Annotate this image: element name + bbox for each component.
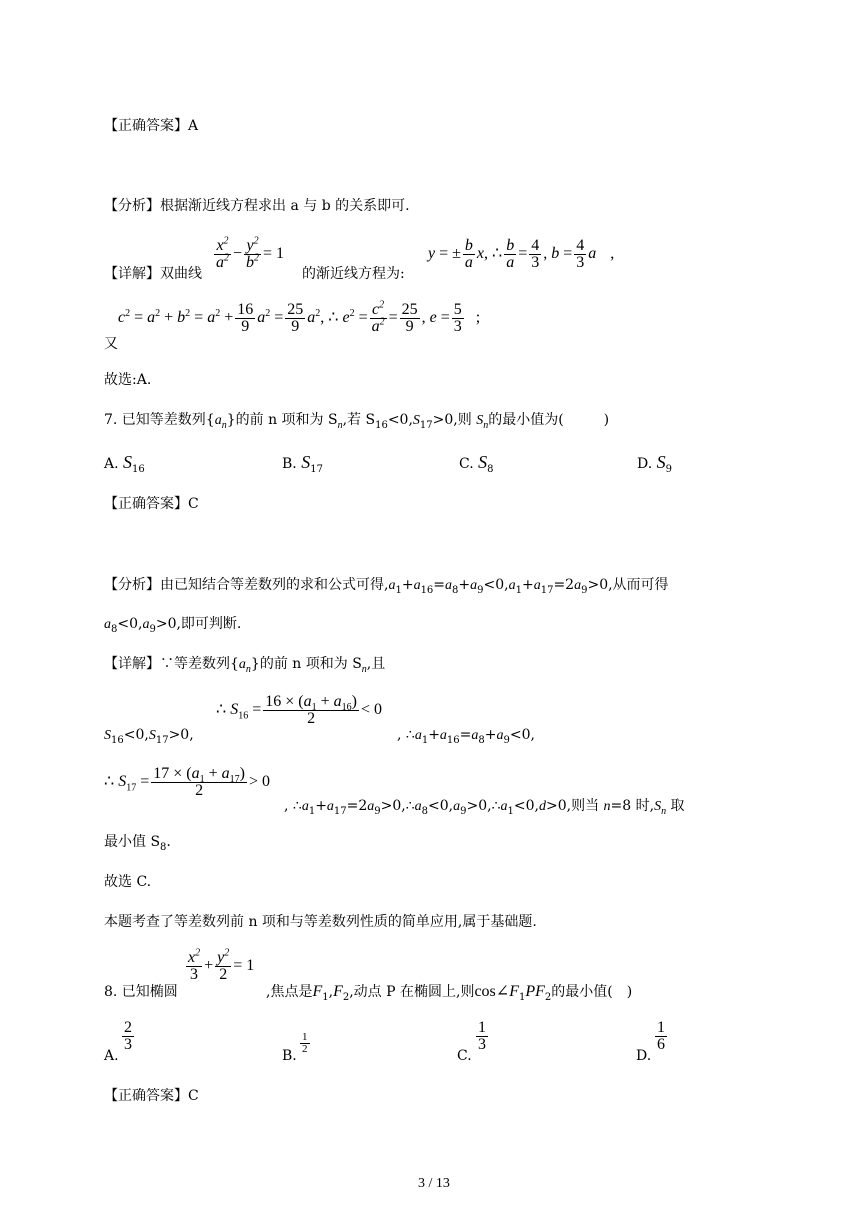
- q7-s16-s17: $S_{16}<0,S_{17}>0$,: [104, 727, 194, 746]
- q7-option-c: C. $S_8$: [459, 452, 494, 475]
- q7-summary: 本题考查了等差数列前 n 项和与等差数列性质的简单应用,属于基础题.: [104, 914, 537, 930]
- q7-sum-2: , $\therefore a_1+a_{17}=2a_9>0,\therefore a_8<0,a_9>0,\therefore a_1<0,d>0$,则当 n=8 时$,S_n$ 取: [284, 798, 685, 817]
- q8-option-a: $\frac{2}{3}$: [124, 1019, 132, 1053]
- hyperbola-equation: $\frac{x^2}{a^2}$ − $\frac{y^2}{b^2}$ = 1: [216, 235, 285, 271]
- q7-stem-cond: ,若 S: [342, 412, 376, 428]
- q7-option-a: A. $S_{16}$: [104, 452, 145, 475]
- q8-option-d: $\frac{1}{6}$: [657, 1019, 665, 1053]
- q8-stem-rest: ,焦点是$F_1,F_2$,动点 P 在椭圆上,则$\cos\angle F_1PF_2$的最小值( ): [266, 983, 633, 1003]
- s16-formula: ∴ $S_{16}$ = $\frac{16 \times (a_1 + a_{16})}{2}$ < 0: [216, 693, 382, 727]
- q7-stem: 7. 已知等差数列$\{a_n\}$的前 n 项和为 $S_n$,若 $S_{16}<0,S_{17}>0$,则 $S_n$的最小值为( ): [104, 412, 610, 431]
- q7-stem-end: 的最小值为(: [488, 412, 564, 428]
- q6-detail-label: 【详解】双曲线: [104, 266, 202, 282]
- q6-analysis: 【分析】根据渐近线方程求出 a 与 b 的关系即可.: [104, 198, 410, 214]
- q7-min: 最小值 $S_8$.: [104, 834, 171, 853]
- q7-option-b: B. $S_{17}$: [282, 452, 323, 475]
- page-number: 3 / 13: [418, 1176, 450, 1191]
- q8-answer: 【正确答案】C: [104, 1088, 199, 1104]
- q7-answer: 【正确答案】C: [104, 496, 199, 512]
- eccentricity-equation: $c^2 = a^2 + b^2 = a^2$ + $\frac{16}{9}$ $a^2$ = $\frac{25}{9}$ $a^2$, ∴ $e^2$ = $\frac{c^2}{a^2}$ = $\frac{25}{9}$ , e = $\frac{5}{3}$ ;: [118, 299, 481, 335]
- q7-option-d: D. $S_9$: [637, 452, 673, 475]
- q7-stem-prefix: 7. 已知等差数列{: [104, 412, 215, 428]
- q6-detail-mid: 的渐近线方程为:: [302, 266, 405, 282]
- q6-answer: 【正确答案】A: [104, 118, 199, 134]
- q8-option-c-label: C.: [457, 1048, 472, 1064]
- s17-formula: ∴ $S_{17}$ = $\frac{17 \times (a_1 + a_{17})}{2}$ > 0: [104, 765, 270, 799]
- q8-stem-prefix: 8. 已知椭圆: [104, 984, 178, 1000]
- q7-analysis-1: 【分析】由已知结合等差数列的求和公式可得$,a_1+a_{16}=a_8+a_9<0,a_1+a_{17}=2a_9>0$,从而可得: [104, 577, 669, 596]
- asymptote-equation: y = ± $\frac{b}{a}$ x, ∴ $\frac{b}{a}$ = $\frac{4}{3}$ , b = $\frac{4}{3}$ a ,: [428, 237, 615, 271]
- q7-analysis-2: $a_8<0,a_9>0$,即可判断.: [104, 616, 242, 635]
- q8-option-b: $\frac{1}{2}$: [302, 1031, 308, 1055]
- q8-option-b-label: B.: [282, 1048, 297, 1064]
- q8-option-d-label: D.: [636, 1048, 652, 1064]
- q7-stem-rest: }的前 n 项和为 S: [226, 412, 338, 428]
- q6-conclusion: 故选:A.: [104, 372, 152, 388]
- q6-again: 又: [104, 336, 118, 352]
- ellipse-equation: $\frac{x^2}{3}$ + $\frac{y^2}{2}$ = 1: [188, 947, 255, 983]
- q7-conclusion: 故选 C.: [104, 874, 152, 890]
- q7-sum-1: , $\therefore a_1+a_{16}=a_8+a_9<0$,: [397, 727, 535, 746]
- q8-option-c: $\frac{1}{3}$: [478, 1019, 486, 1053]
- q8-option-a-label: A.: [104, 1048, 119, 1064]
- q7-detail: 【详解】∵等差数列$\{a_n\}$的前 n 项和为 $S_n$,且: [104, 656, 386, 675]
